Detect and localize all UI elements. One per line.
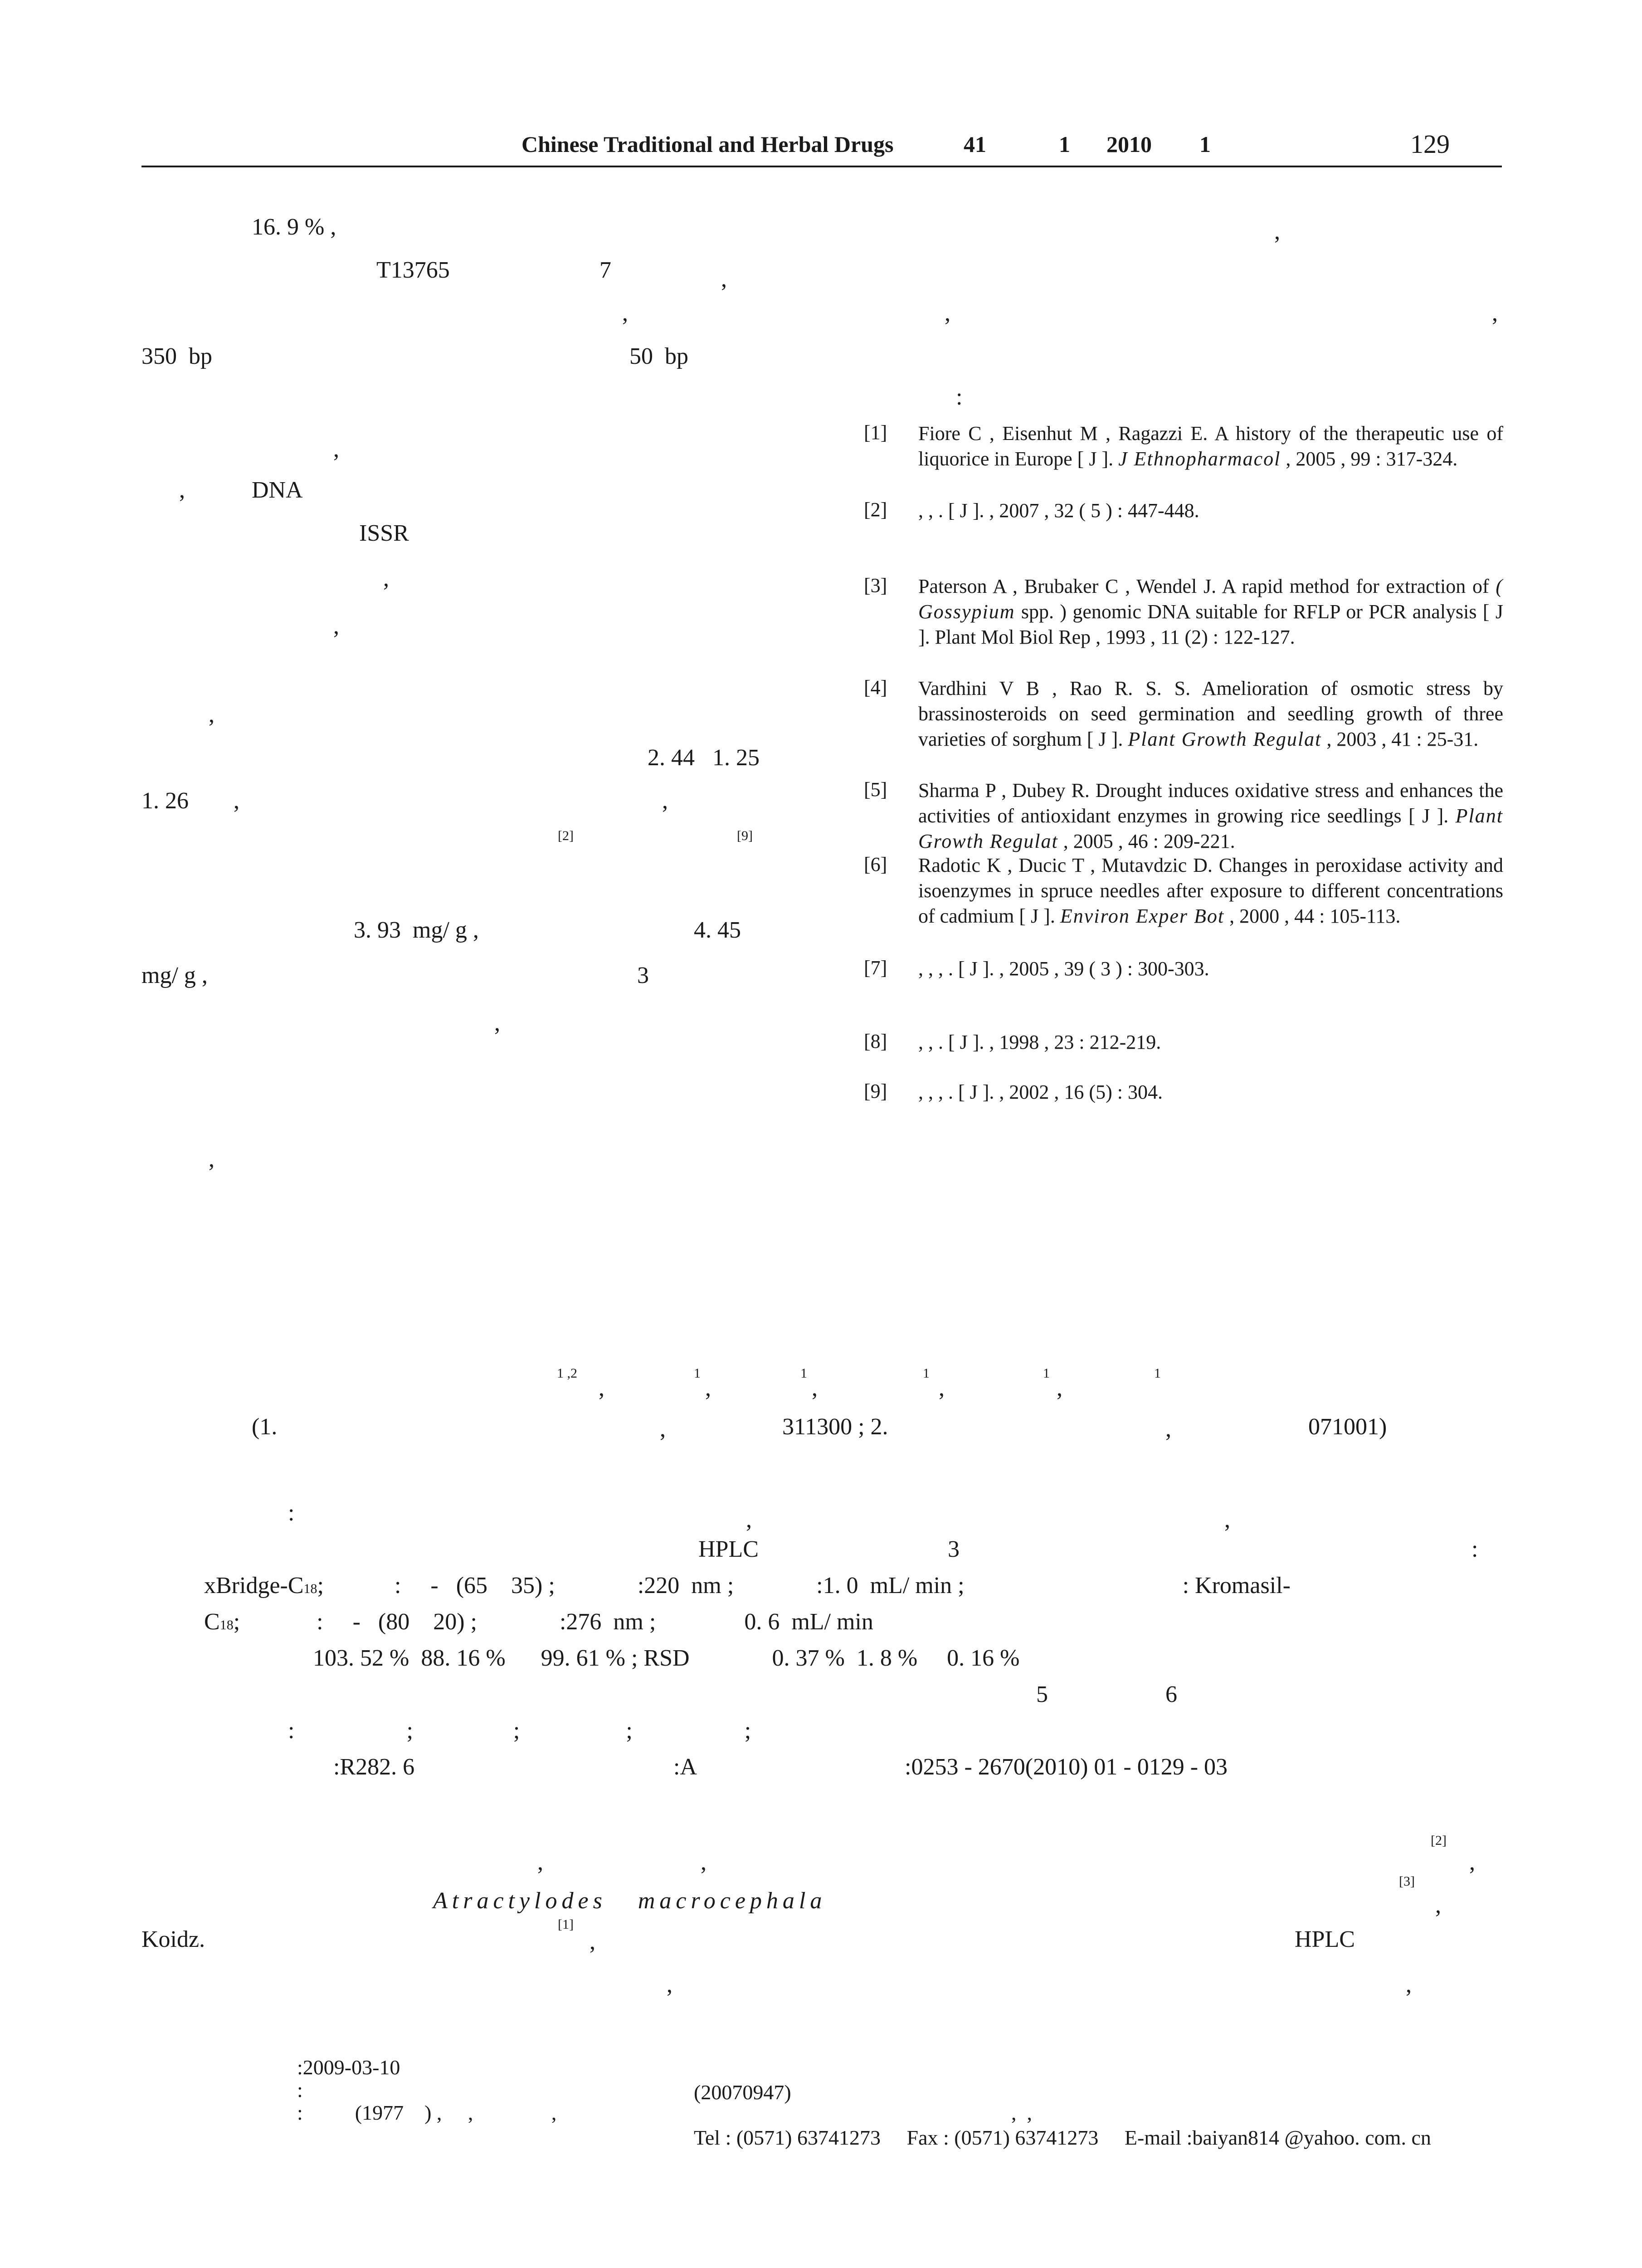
abstract-method-line xyxy=(204,1608,873,1636)
affil-text: (1. xyxy=(252,1414,278,1440)
text-line: , xyxy=(1492,300,1498,326)
text-line: , xyxy=(494,1010,500,1036)
reference-text: Paterson A , Brubaker C , Wendel J. A rapid method for extraction of xyxy=(918,575,1489,597)
body-text: , xyxy=(667,1972,672,1998)
text-line: , xyxy=(209,702,214,728)
reference-tail: [ J ]. , 1998 , 23 : 212-219. xyxy=(948,1031,1161,1053)
text-line: 3. 93 mg/ g , xyxy=(354,917,479,943)
body-text: , xyxy=(701,1849,706,1875)
reference-tail: , 2005 , 99 : 317-324. xyxy=(1286,448,1458,470)
footnote-line: , , xyxy=(1011,2101,1032,2124)
affil-text: 311300 ; 2. xyxy=(782,1414,888,1440)
reference-journal: ( Gossypium xyxy=(918,575,1503,623)
reference-item xyxy=(918,956,1503,982)
received-date: :2009-03-10 xyxy=(297,2056,400,2079)
reference-item xyxy=(918,421,1503,472)
reference-item xyxy=(918,676,1503,752)
reference-number: [6] xyxy=(864,853,887,875)
body-text: , xyxy=(590,1929,595,1955)
reference-number: [8] xyxy=(864,1030,887,1052)
reference-number: [2] xyxy=(864,499,887,521)
abstract-label-colon: : xyxy=(288,1500,295,1526)
text-line: , xyxy=(1274,219,1280,244)
reference-number: [5] xyxy=(864,778,887,801)
text-line: : xyxy=(956,384,963,410)
grant-number: (20070947) xyxy=(694,2081,791,2104)
reference-item xyxy=(918,498,1503,523)
reference-tail: , 2000 , 44 : 105-113. xyxy=(1229,905,1401,927)
article-number: :0253 - 2670(2010) 01 - 0129 - 03 xyxy=(905,1754,1228,1780)
reference-text: , , . xyxy=(918,499,943,522)
method-text: ; : - (65 35) ; :220 nm ; :1. 0 mL/ min ; : Kromasil- xyxy=(317,1573,1291,1598)
volume-number: 41 xyxy=(964,132,986,157)
reference-text: , , , . xyxy=(918,1081,953,1103)
text-line: , xyxy=(209,1146,214,1172)
reference-item xyxy=(918,778,1503,854)
reference-number: [3] xyxy=(864,574,887,596)
text-line: , xyxy=(383,566,389,591)
abstract-results: 103. 52 % 88. 16 % 99. 61 % ; RSD 0. 37 % 1. 8 % 0. 16 % xyxy=(313,1645,1020,1671)
body-text: , xyxy=(1469,1849,1475,1875)
reference-text: Sharma P , Dubey R. Drought induces oxidative stress and enhances the activities of antioxidant enzymes in growing rice seedlings [ J ]. xyxy=(918,779,1503,827)
page-number: 129 xyxy=(1410,129,1450,159)
reference-tail: [ J ]. , 2007 , 32 ( 5 ) : 447-448. xyxy=(948,499,1199,522)
citation-superscript: [9] xyxy=(737,828,753,843)
text-line: , xyxy=(333,436,339,462)
document-code: :A xyxy=(673,1754,697,1780)
text-line: , xyxy=(945,300,950,326)
header-rule xyxy=(141,166,1502,167)
classification-number: :R282. 6 xyxy=(333,1754,415,1780)
reference-journal: Environ Exper Bot xyxy=(1060,905,1225,927)
reference-number: [7] xyxy=(864,957,887,979)
citation-superscript: [2] xyxy=(558,828,574,843)
text-line: 350 bp xyxy=(141,343,212,369)
contact-info: Tel : (0571) 63741273 Fax : (0571) 63741273 E-mail :baiyan814 @yahoo. com. cn xyxy=(694,2126,1431,2149)
column-name: C xyxy=(204,1609,220,1635)
body-text: Koidz. xyxy=(141,1926,205,1952)
text-line: 2. 44 1. 25 xyxy=(648,745,760,771)
abstract-text: , xyxy=(1224,1507,1230,1533)
author-separator: , xyxy=(1057,1375,1062,1401)
text-line: 1. 26 xyxy=(141,788,189,814)
year: 2010 xyxy=(1106,132,1152,157)
reference-number: [1] xyxy=(864,421,887,444)
reference-item xyxy=(918,1080,1503,1105)
body-text: , xyxy=(537,1849,543,1875)
text-line: DNA xyxy=(252,477,303,503)
reference-number: [9] xyxy=(864,1080,887,1102)
method-text: ; : - (80 20) ; :276 nm ; 0. 6 mL/ min xyxy=(233,1609,873,1635)
reference-tail: , 2003 , 41 : 25-31. xyxy=(1326,728,1479,750)
text-line: 50 bp xyxy=(629,343,688,369)
abstract-text: 5 xyxy=(1036,1681,1048,1707)
abstract-text: , xyxy=(746,1507,752,1533)
keywords: : ; ; ; ; xyxy=(288,1718,751,1744)
citation-superscript: [2] xyxy=(1431,1833,1447,1848)
text-line: , xyxy=(662,788,668,814)
reference-number: [4] xyxy=(864,676,887,699)
affil-text: , xyxy=(1165,1416,1171,1442)
affil-text: , xyxy=(660,1416,666,1442)
citation-superscript: [3] xyxy=(1399,1874,1415,1889)
author-separator: , xyxy=(705,1375,711,1401)
text-line: , xyxy=(234,788,239,814)
reference-journal: Plant Growth Regulat xyxy=(1128,728,1322,750)
abstract-text: : xyxy=(1471,1536,1478,1562)
reference-text: Vardhini V B , Rao R. S. S. Amelioration of osmotic stress by brassinosteroids on seed germination and seedling growth of three varieties of sorghum [ J ]. xyxy=(918,677,1503,750)
body-text: , xyxy=(1435,1892,1441,1918)
author-separator: , xyxy=(939,1375,945,1401)
column-subscript: 18 xyxy=(219,1618,234,1633)
text-line: , xyxy=(721,266,727,292)
author-affil-sup: 1 xyxy=(1043,1366,1050,1381)
affil-text: 071001) xyxy=(1308,1414,1387,1440)
month: 1 xyxy=(1199,132,1211,157)
text-line: , xyxy=(622,300,628,326)
abstract-method-line xyxy=(204,1572,1291,1600)
text-line: 7 xyxy=(599,257,611,283)
author-affil-sup: 1 xyxy=(800,1366,807,1381)
reference-item xyxy=(918,574,1503,650)
text-line: , xyxy=(333,613,339,639)
author-affil-sup: 1 xyxy=(1154,1366,1161,1381)
abstract-text: 6 xyxy=(1165,1681,1177,1707)
reference-text: Fiore C , Eisenhut M , Ragazzi E. A history of the therapeutic use of liquorice in Europe [ J ]. xyxy=(918,422,1503,470)
journal-name: Chinese Traditional and Herbal Drugs xyxy=(521,132,894,157)
text-line: ISSR xyxy=(359,520,409,546)
reference-text: , , . xyxy=(918,1031,943,1053)
text-line: , xyxy=(179,477,185,503)
author-affil-sup: 1 xyxy=(694,1366,701,1381)
reference-tail: [ J ]. , 2005 , 39 ( 3 ) : 300-303. xyxy=(958,958,1209,980)
citation-superscript: [1] xyxy=(558,1917,574,1932)
column-subscript: 18 xyxy=(303,1581,317,1596)
footnote-line: : xyxy=(297,2078,303,2102)
column-name: xBridge-C xyxy=(204,1573,304,1598)
text-line: T13765 xyxy=(376,257,450,283)
abstract-text: HPLC xyxy=(698,1536,759,1562)
latin-name: Atractylodes macrocephala xyxy=(433,1888,827,1914)
abstract-text: 3 xyxy=(948,1536,960,1562)
author-bio: : (1977 ) , , , xyxy=(297,2101,557,2124)
issue-number: 1 xyxy=(1059,132,1070,157)
reference-tail: spp. ) genomic DNA suitable for RFLP or PCR analysis [ J ]. Plant Mol Biol Rep , 1993 , 11 (2) : 122-127. xyxy=(918,601,1503,648)
reference-tail: [ J ]. , 2002 , 16 (5) : 304. xyxy=(958,1081,1163,1103)
reference-tail: , 2005 , 46 : 209-221. xyxy=(1063,830,1235,852)
reference-item xyxy=(918,853,1503,929)
author-separator: , xyxy=(812,1375,818,1401)
author-affil-sup: 1 ,2 xyxy=(557,1366,577,1381)
text-line: mg/ g , xyxy=(141,963,208,988)
reference-text: Radotic K , Ducic T , Mutavdzic D. Changes in peroxidase activity and isoenzymes in spruce needles after exposure to different concentrations of cadmium [ J ]. xyxy=(918,854,1503,927)
author-affil-sup: 1 xyxy=(923,1366,930,1381)
text-line: 16. 9 % , xyxy=(252,214,336,240)
reference-journal: J Ethnopharmacol xyxy=(1118,448,1281,470)
reference-journal: Plant Growth Regulat xyxy=(918,805,1503,852)
text-line: 3 xyxy=(637,963,649,988)
text-line: 4. 45 xyxy=(694,917,741,943)
body-text: HPLC xyxy=(1295,1926,1355,1952)
reference-item xyxy=(918,1030,1503,1055)
body-text: , xyxy=(1406,1972,1412,1998)
reference-text: , , , . xyxy=(918,958,953,980)
author-separator: , xyxy=(599,1375,604,1401)
